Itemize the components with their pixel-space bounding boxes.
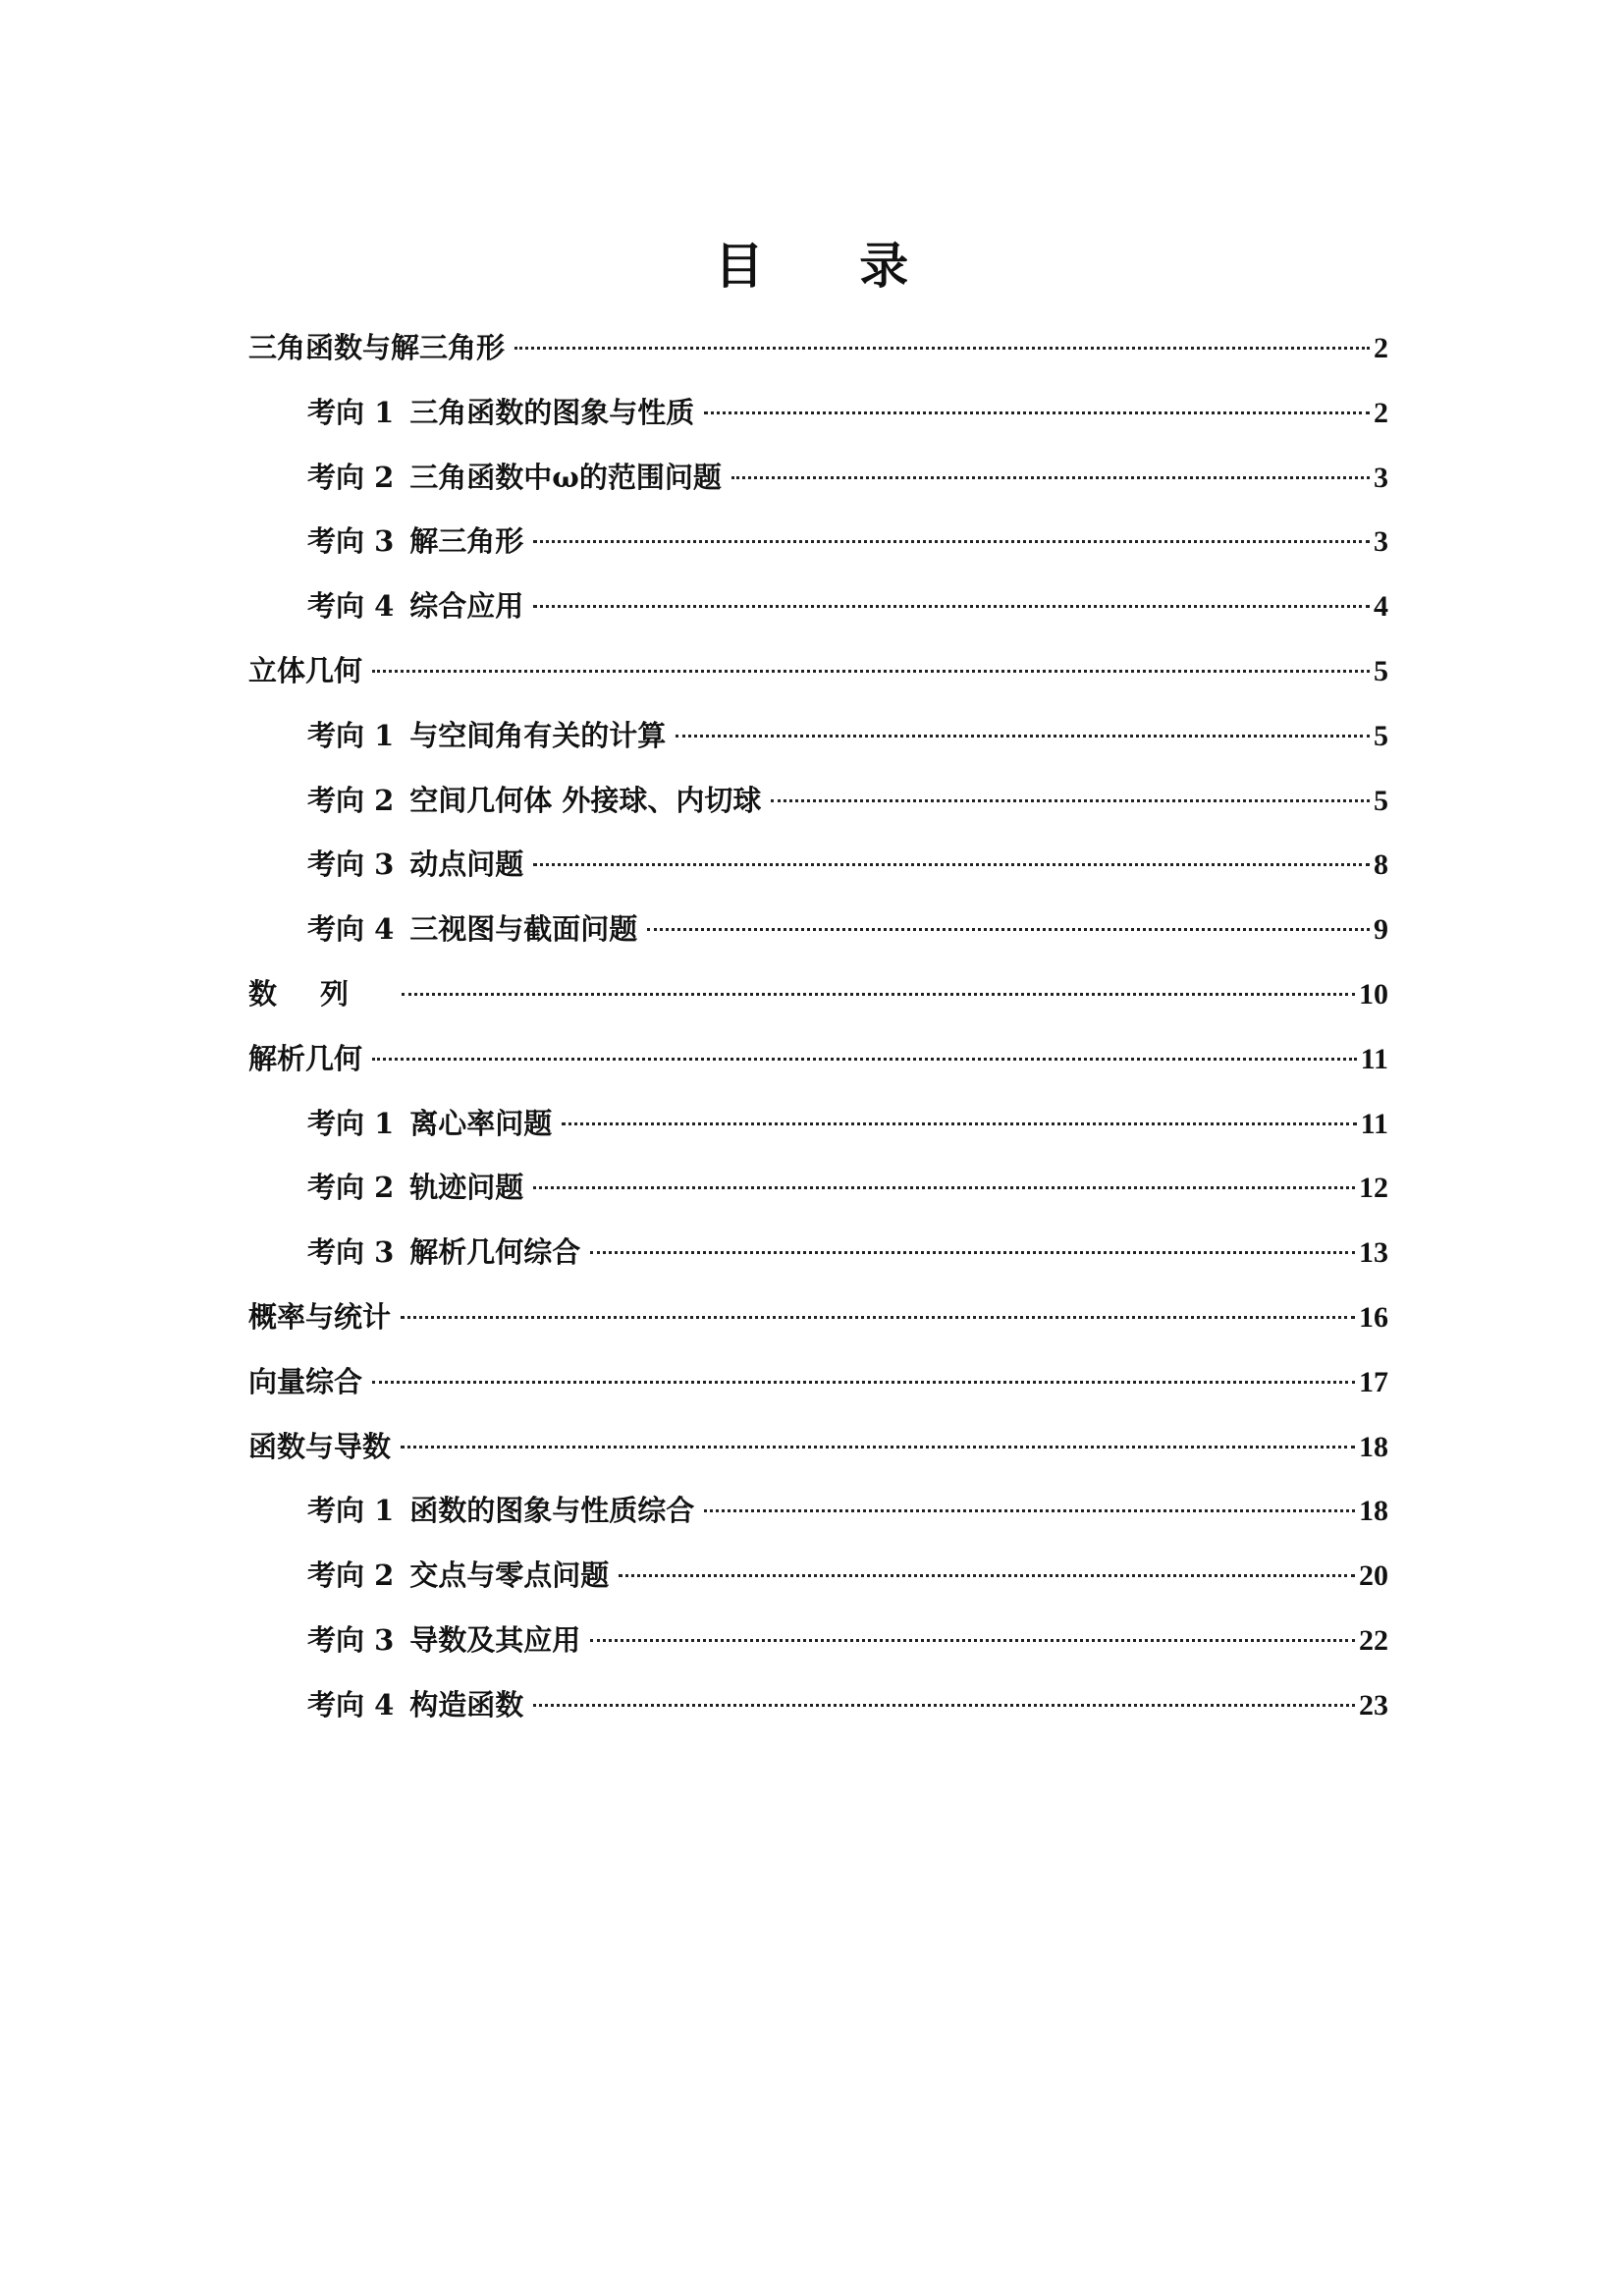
section-prefix: 考向 2 <box>307 1558 395 1593</box>
section-prefix: 考向 4 <box>307 1687 395 1722</box>
toc-entry-section[interactable] <box>248 704 1388 769</box>
toc-title: 目 录 <box>714 237 948 295</box>
section-prefix: 考向 4 <box>307 589 395 624</box>
toc-entry-section[interactable] <box>248 446 1388 511</box>
toc-page-number: 3 <box>1374 525 1388 559</box>
toc-entry-label: 概率与统计 <box>248 1299 392 1334</box>
toc-entry-chapter[interactable] <box>248 1285 1388 1350</box>
dot-leader <box>562 1122 1356 1125</box>
section-title: 解析几何综合 <box>409 1235 581 1270</box>
section-prefix: 考向 1 <box>307 1494 395 1528</box>
section-title: 交点与零点问题 <box>409 1558 610 1593</box>
toc-entry-chapter[interactable] <box>248 1350 1388 1415</box>
toc-entry-section[interactable] <box>248 769 1388 834</box>
toc-entry-label: 向量综合 <box>248 1364 363 1398</box>
toc-entry-label <box>307 510 523 574</box>
toc-entry-label <box>307 833 523 898</box>
toc-page-number: 20 <box>1359 1559 1388 1593</box>
dot-leader <box>676 735 1370 738</box>
section-title: 三角函数的图象与性质 <box>409 395 695 429</box>
toc-entry-label <box>307 704 666 769</box>
toc-entry-section[interactable] <box>248 898 1388 962</box>
section-prefix: 考向 1 <box>307 1106 395 1140</box>
toc-page-number: 16 <box>1359 1300 1388 1334</box>
toc-entry-section[interactable] <box>248 1609 1388 1673</box>
toc-entry-section[interactable] <box>248 833 1388 898</box>
section-title: 导数及其应用 <box>409 1622 581 1657</box>
toc-entry-chapter[interactable] <box>248 1027 1388 1092</box>
section-prefix: 考向 3 <box>307 847 395 882</box>
toc-page-number: 3 <box>1374 461 1388 494</box>
toc-entry-label <box>307 1156 523 1221</box>
toc-entry-section[interactable] <box>248 574 1388 639</box>
dot-leader <box>619 1574 1355 1577</box>
toc-page-number: 11 <box>1360 1107 1388 1140</box>
toc-entry-label <box>307 1673 523 1738</box>
toc-entry-label <box>307 1609 580 1673</box>
section-title: 离心率问题 <box>409 1106 553 1140</box>
toc-entry-label <box>307 1092 552 1157</box>
toc-page-number: 17 <box>1359 1365 1388 1398</box>
section-prefix: 考向 2 <box>307 1171 395 1205</box>
toc-page-number: 5 <box>1374 654 1388 687</box>
toc-entry-chapter[interactable] <box>248 316 1388 381</box>
toc-entry-section[interactable] <box>248 381 1388 446</box>
section-title: 解三角形 <box>409 524 524 559</box>
dot-leader <box>533 540 1370 543</box>
toc-page-number: 13 <box>1359 1236 1388 1270</box>
toc-entry-chapter[interactable] <box>248 639 1388 704</box>
section-title: 三角函数中ω的范围问题 <box>409 460 722 494</box>
toc-page-number: 12 <box>1359 1172 1388 1205</box>
toc-entry-label <box>307 769 761 834</box>
section-title: 函数的图象与性质综合 <box>409 1494 695 1528</box>
toc-entry-label <box>307 898 637 962</box>
toc-entry-section[interactable] <box>248 510 1388 574</box>
toc-entry-label <box>307 1221 580 1285</box>
dot-leader <box>372 1058 1357 1061</box>
toc-page-number: 5 <box>1374 719 1388 752</box>
section-title: 动点问题 <box>409 847 524 882</box>
toc-page-number: 18 <box>1359 1430 1388 1463</box>
dot-leader <box>731 476 1370 479</box>
toc-entry-label: 三角函数与解三角形 <box>248 331 506 364</box>
toc-entry-label: 解析几何 <box>248 1041 363 1075</box>
toc-page-number: 23 <box>1359 1688 1388 1722</box>
toc-page-number: 11 <box>1360 1042 1388 1075</box>
toc-page-number: 8 <box>1374 848 1388 882</box>
section-prefix: 考向 3 <box>307 1622 395 1657</box>
toc-page-number: 18 <box>1359 1495 1388 1528</box>
toc-page-number: 2 <box>1374 396 1388 429</box>
toc-page-number: 2 <box>1374 332 1388 364</box>
toc-entry-label <box>307 1544 609 1609</box>
dot-leader <box>533 1186 1355 1189</box>
dot-leader <box>533 1704 1355 1707</box>
section-prefix: 考向 3 <box>307 1235 395 1270</box>
toc-page-number: 10 <box>1359 977 1388 1011</box>
section-title: 构造函数 <box>409 1687 524 1722</box>
dot-leader <box>771 799 1370 802</box>
dot-leader <box>533 605 1370 608</box>
toc-page-number: 22 <box>1359 1623 1388 1657</box>
toc-page-number: 4 <box>1374 590 1388 624</box>
toc-page-number: 9 <box>1374 913 1388 947</box>
section-title: 综合应用 <box>409 589 524 624</box>
toc-entry-label <box>307 446 722 511</box>
section-prefix: 考向 1 <box>307 395 395 429</box>
dot-leader <box>402 993 1355 996</box>
toc-entry-label: 函数与导数 <box>248 1429 392 1463</box>
toc-entry-label: 立体几何 <box>248 653 363 687</box>
section-title: 空间几何体 外接球、内切球 <box>409 783 762 817</box>
toc-entry-section[interactable] <box>248 1544 1388 1609</box>
toc-entry-label: 数列 <box>248 976 393 1011</box>
dot-leader <box>590 1639 1355 1642</box>
toc-entry-section[interactable] <box>248 1221 1388 1285</box>
dot-leader <box>372 670 1370 673</box>
toc-entry-chapter[interactable] <box>248 1415 1388 1480</box>
toc-entry-label <box>307 1479 694 1544</box>
section-prefix: 考向 4 <box>307 912 395 947</box>
section-prefix: 考向 3 <box>307 524 395 559</box>
section-title: 三视图与截面问题 <box>409 912 638 947</box>
toc-list <box>248 316 1388 1738</box>
toc-entry-section[interactable] <box>248 1092 1388 1157</box>
toc-entry-section[interactable] <box>248 1156 1388 1221</box>
section-title: 与空间角有关的计算 <box>409 718 667 752</box>
section-prefix: 考向 2 <box>307 783 395 817</box>
toc-entry-section[interactable] <box>248 1479 1388 1544</box>
toc-page-number: 5 <box>1374 784 1388 817</box>
dot-leader <box>514 347 1370 350</box>
dot-leader <box>704 1509 1355 1512</box>
dot-leader <box>647 928 1370 931</box>
dot-leader <box>401 1446 1355 1449</box>
dot-leader <box>533 863 1370 866</box>
toc-entry-label <box>307 574 523 639</box>
dot-leader <box>704 411 1370 414</box>
section-title: 轨迹问题 <box>409 1171 524 1205</box>
dot-leader <box>590 1251 1355 1254</box>
toc-entry-chapter[interactable] <box>248 962 1388 1027</box>
section-prefix: 考向 1 <box>307 718 395 752</box>
dot-leader <box>401 1316 1355 1319</box>
dot-leader <box>372 1381 1355 1384</box>
toc-entry-section[interactable] <box>248 1673 1388 1738</box>
toc-entry-label <box>307 381 694 446</box>
section-prefix: 考向 2 <box>307 460 395 494</box>
